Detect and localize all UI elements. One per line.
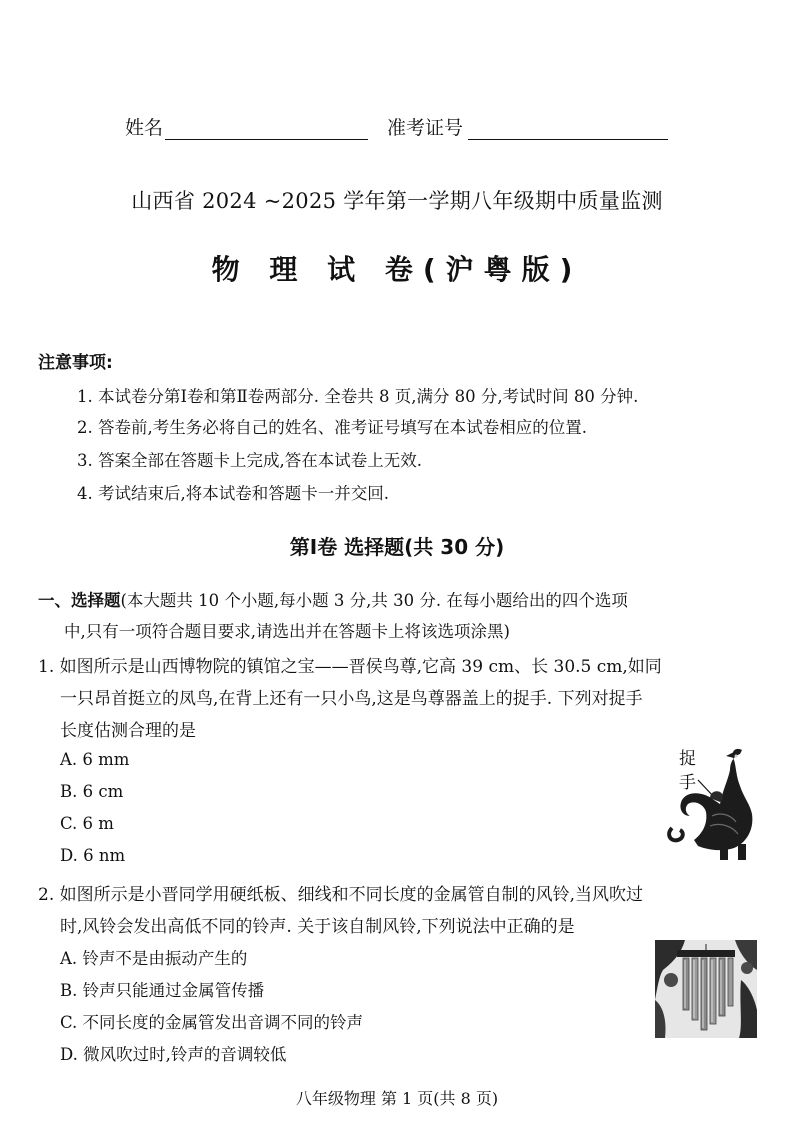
question-2-option-a: A. 铃声不是由振动产生的 xyxy=(60,949,248,968)
section-title: 第Ⅰ卷 选择题(共 30 分) xyxy=(289,535,505,559)
exam-title: 山西省 2024 ~2025 学年第一学期八年级期中质量监测 xyxy=(131,189,663,213)
page-footer: 八年级物理 第 1 页(共 8 页) xyxy=(295,1089,499,1108)
notice-item: 1. 本试卷分第Ⅰ卷和第Ⅱ卷两部分. 全卷共 8 页,满分 80 分,考试时间 80 分钟. xyxy=(77,387,639,406)
notice-item: 4. 考试结束后,将本试卷和答题卡一并交回. xyxy=(77,484,389,503)
question-1-option-d: D. 6 nm xyxy=(60,846,126,865)
figure-label-char: 手 xyxy=(679,773,696,793)
id-label: 准考证号 xyxy=(387,117,464,139)
part-one-title: 一、选择题 xyxy=(38,591,121,610)
notice-item: 3. 答案全部在答题卡上完成,答在本试卷上无效. xyxy=(77,451,422,470)
question-2-line: 时,风铃会发出高低不同的铃声. 关于该自制风铃,下列说法中正确的是 xyxy=(60,917,575,937)
figure-label-char: 捉 xyxy=(679,749,696,769)
paper-title: 物 理 试 卷(沪粤版) xyxy=(211,253,583,286)
part-one-line2: 中,只有一项符合题目要求,请选出并在答题卡上将该选项涂黑) xyxy=(64,622,510,641)
candidate-info xyxy=(125,113,685,141)
notice-item: 2. 答卷前,考生务必将自己的姓名、准考证号填写在本试卷相应的位置. xyxy=(77,418,587,437)
question-1-option-c: C. 6 m xyxy=(60,814,114,833)
name-label: 姓名 xyxy=(125,117,164,139)
question-1-line: 长度估测合理的是 xyxy=(60,721,196,741)
question-1-line: 1. 如图所示是山西博物院的镇馆之宝——晋侯鸟尊,它高 39 cm、长 30.5 cm,如同 xyxy=(38,657,662,677)
question-1-line: 一只昂首挺立的凤鸟,在背上还有一只小鸟,这是鸟尊器盖上的捉手. 下列对捉手 xyxy=(60,689,643,709)
wind-chime-figure xyxy=(655,940,757,1038)
notice-title: 注意事项: xyxy=(38,353,113,373)
question-1-option-b: B. 6 cm xyxy=(60,782,124,801)
question-2-option-b: B. 铃声只能通过金属管传播 xyxy=(60,981,265,1000)
question-2-line: 2. 如图所示是小晋同学用硬纸板、细线和不同长度的金属管自制的风铃,当风吹过 xyxy=(38,885,644,905)
bird-zun-figure xyxy=(664,742,764,862)
part-one-instructions: (本大题共 10 个小题,每小题 3 分,共 30 分. 在每小题给出的四个选项 xyxy=(120,591,628,610)
question-2-option-d: D. 微风吹过时,铃声的音调较低 xyxy=(60,1045,287,1064)
question-1-option-a: A. 6 mm xyxy=(60,750,130,769)
part-one-line1 xyxy=(38,587,628,611)
name-blank-line xyxy=(165,139,368,140)
id-blank-line xyxy=(468,139,668,140)
question-2-option-c: C. 不同长度的金属管发出音调不同的铃声 xyxy=(60,1013,364,1032)
